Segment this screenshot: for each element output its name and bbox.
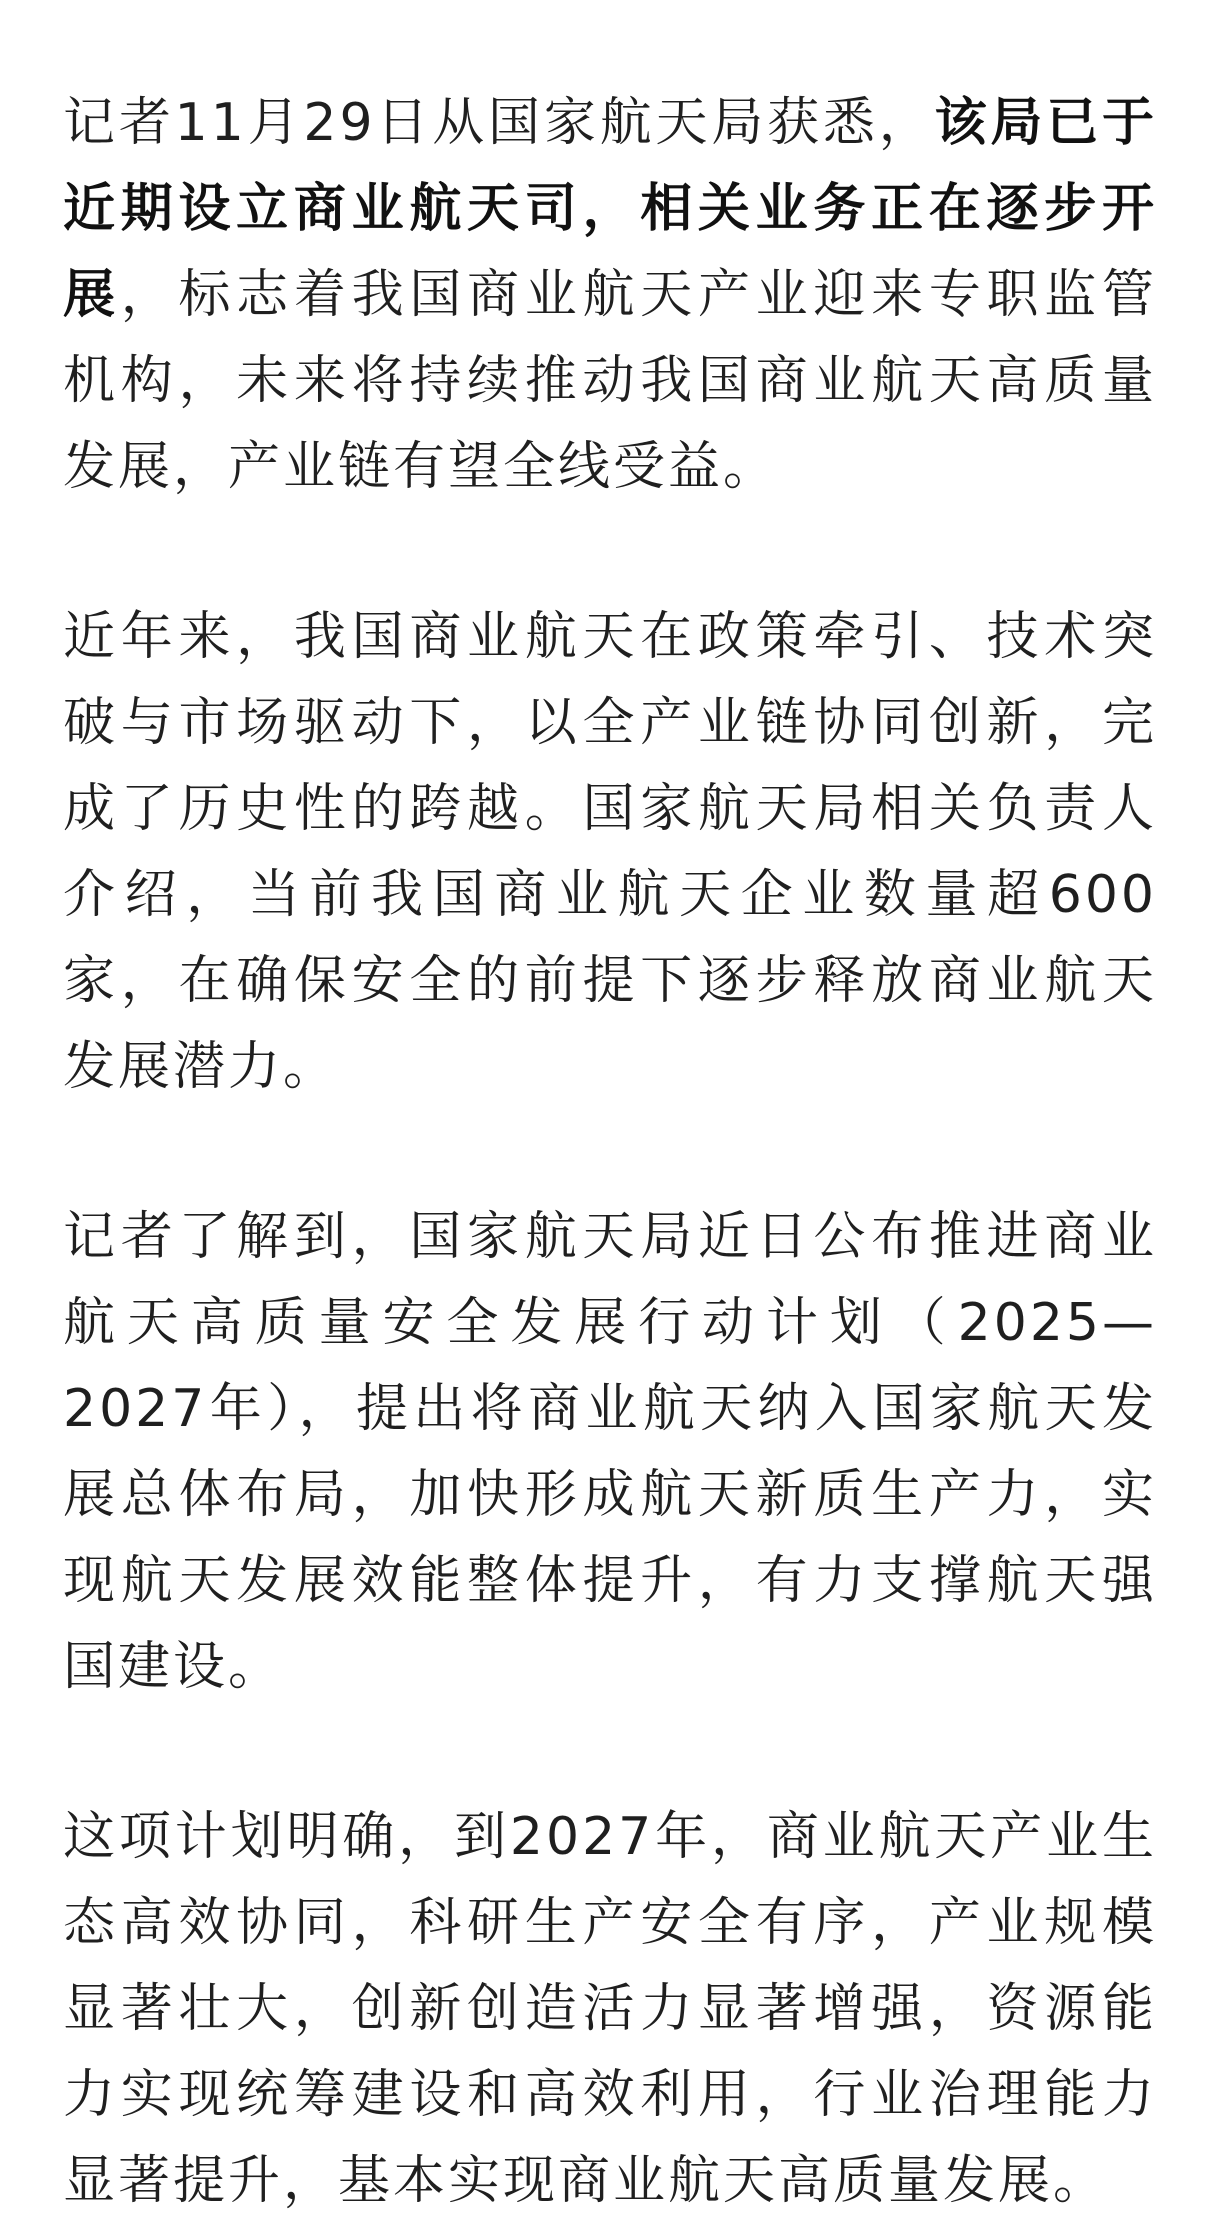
- paragraph-2: [63, 594, 1157, 1110]
- paragraph-1-bold-highlight: 该局已于近期设立商业航天司，相关业务正在逐步开展: [63, 93, 1157, 325]
- paragraph-3-text: 记者了解到，国家航天局近日公布推进商业航天高质量安全发展行动计划（2025—2027年），提出将商业航天纳入国家航天发展总体布局，加快形成航天新质生产力，实现航天发展效能整体提升，有力支撑航天强国建设。: [63, 1207, 1157, 1697]
- paragraph-1-text-a: 记者11月29日从国家航天局获悉，: [63, 93, 935, 153]
- paragraph-1-text-b: ，标志着我国商业航天产业迎来专职监管机构，未来将持续推动我国商业航天高质量发展，产业链有望全线受益。: [63, 265, 1157, 497]
- paragraph-1: [63, 80, 1157, 510]
- paragraph-2-text: 近年来，我国商业航天在政策牵引、技术突破与市场驱动下，以全产业链协同创新，完成了历史性的跨越。国家航天局相关负责人介绍，当前我国商业航天企业数量超600家，在确保安全的前提下逐步释放商业航天发展潜力。: [63, 607, 1157, 1097]
- paragraph-4: [63, 1794, 1157, 2224]
- article-body: [63, 80, 1157, 2224]
- paragraph-3: [63, 1194, 1157, 1710]
- paragraph-4-text: 这项计划明确，到2027年，商业航天产业生态高效协同，科研生产安全有序，产业规模显著壮大，创新创造活力显著增强，资源能力实现统筹建设和高效利用，行业治理能力显著提升，基本实现商业航天高质量发展。: [63, 1807, 1157, 2211]
